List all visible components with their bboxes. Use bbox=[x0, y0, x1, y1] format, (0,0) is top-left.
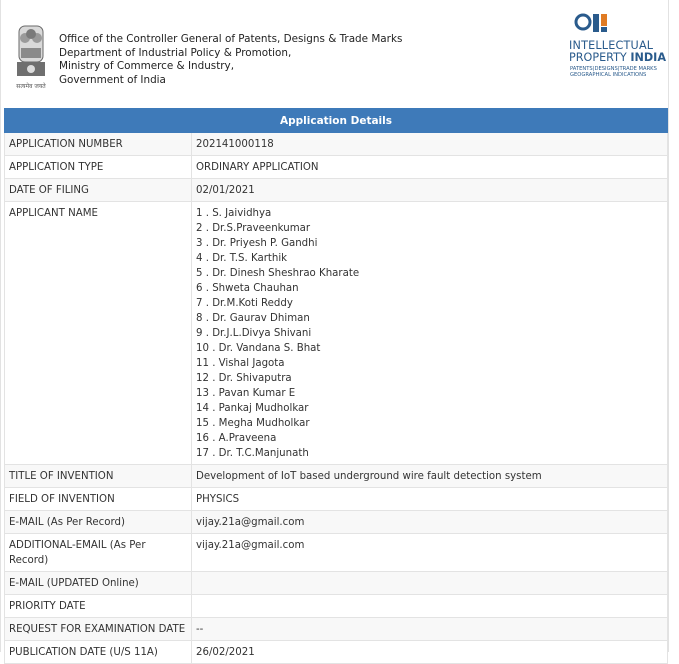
row-label: APPLICATION NUMBER bbox=[5, 133, 192, 156]
table-row bbox=[5, 534, 668, 572]
row-value: ORDINARY APPLICATION bbox=[192, 156, 668, 179]
applicant-name: 10 . Dr. Vandana S. Bhat bbox=[196, 343, 321, 354]
applicant-name: 1 . S. Jaividhya bbox=[196, 208, 272, 219]
applicant-name: 7 . Dr.M.Koti Reddy bbox=[196, 298, 293, 309]
applicant-name: 6 . Shweta Chauhan bbox=[196, 283, 299, 294]
applicant-name: 3 . Dr. Priyesh P. Gandhi bbox=[196, 238, 318, 249]
row-value: 26/02/2021 bbox=[192, 641, 668, 664]
row-label: APPLICATION TYPE bbox=[5, 156, 192, 179]
row-value: 202141000118 bbox=[192, 133, 668, 156]
row-label: FIELD OF INVENTION bbox=[5, 488, 192, 511]
row-value bbox=[192, 595, 668, 618]
applicant-name: 12 . Dr. Shivaputra bbox=[196, 373, 292, 384]
applicant-name: 14 . Pankaj Mudholkar bbox=[196, 403, 309, 414]
row-label: TITLE OF INVENTION bbox=[5, 465, 192, 488]
table-row bbox=[5, 488, 668, 511]
row-value: vijay.21a@gmail.com bbox=[192, 534, 668, 572]
applicant-name: 15 . Megha Mudholkar bbox=[196, 418, 310, 429]
applicant-name: 11 . Vishal Jagota bbox=[196, 358, 285, 369]
table-row bbox=[5, 156, 668, 179]
row-label: PRIORITY DATE bbox=[5, 595, 192, 618]
ip-logo-line2 bbox=[569, 52, 666, 64]
table-row bbox=[5, 572, 668, 595]
table-row bbox=[5, 618, 668, 641]
emblem-caption: सत्यमेव जयते bbox=[16, 83, 46, 90]
ip-logo-subtext bbox=[570, 66, 657, 78]
row-label: ADDITIONAL-EMAIL (As Per Record) bbox=[5, 534, 192, 572]
ip-logo-line2-prefix: PROPERTY bbox=[569, 51, 627, 64]
row-label: DATE OF FILING bbox=[5, 179, 192, 202]
row-value: vijay.21a@gmail.com bbox=[192, 511, 668, 534]
header bbox=[1, 0, 668, 106]
row-value: PHYSICS bbox=[192, 488, 668, 511]
table-row bbox=[5, 511, 668, 534]
row-label: E-MAIL (UPDATED Online) bbox=[5, 572, 192, 595]
application-details-table bbox=[4, 108, 668, 664]
table-row bbox=[5, 179, 668, 202]
table-row bbox=[5, 465, 668, 488]
applicant-name: 16 . A.Praveena bbox=[196, 433, 277, 444]
row-label: APPLICANT NAME bbox=[5, 202, 192, 465]
office-line: Office of the Controller General of Patents, Designs & Trade Marks bbox=[59, 33, 403, 45]
table-title: Application Details bbox=[5, 109, 668, 133]
row-value: Development of IoT based underground wire fault detection system bbox=[192, 465, 668, 488]
ip-logo-line2-bold: INDIA bbox=[630, 51, 666, 64]
ip-logo-line3: PATENTS|DESIGNS|TRADE MARKS bbox=[570, 66, 657, 72]
applicant-name: 9 . Dr.J.L.Divya Shivani bbox=[196, 328, 312, 339]
ip-logo-line4: GEOGRAPHICAL INDICATIONS bbox=[570, 72, 647, 78]
office-line: Ministry of Commerce & Industry, bbox=[59, 60, 235, 73]
applicant-list bbox=[192, 202, 668, 465]
applicant-name: 17 . Dr. T.C.Manjunath bbox=[196, 448, 309, 459]
row-value: 02/01/2021 bbox=[192, 179, 668, 202]
applicant-name: 4 . Dr. T.S. Karthik bbox=[196, 253, 288, 264]
national-emblem-icon bbox=[11, 24, 51, 94]
office-line: Department of Industrial Policy & Promotion, bbox=[59, 46, 292, 59]
applicant-name: 5 . Dr. Dinesh Sheshrao Kharate bbox=[196, 268, 360, 279]
office-name bbox=[59, 33, 402, 87]
row-label: E-MAIL (As Per Record) bbox=[5, 511, 192, 534]
row-value: -- bbox=[192, 618, 668, 641]
office-line: Government of India bbox=[59, 73, 166, 86]
table-row bbox=[5, 202, 668, 465]
row-value bbox=[192, 572, 668, 595]
applicant-name: 8 . Dr. Gaurav Dhiman bbox=[196, 313, 310, 324]
table-row bbox=[5, 641, 668, 664]
table-row bbox=[5, 595, 668, 618]
row-label: REQUEST FOR EXAMINATION DATE bbox=[5, 618, 192, 641]
table-row bbox=[5, 133, 668, 156]
applicant-name: 2 . Dr.S.Praveenkumar bbox=[196, 223, 311, 234]
row-label: PUBLICATION DATE (U/S 11A) bbox=[5, 641, 192, 664]
ip-logo-line1: INTELLECTUAL bbox=[569, 39, 654, 52]
applicant-name: 13 . Pavan Kumar E bbox=[196, 388, 296, 399]
